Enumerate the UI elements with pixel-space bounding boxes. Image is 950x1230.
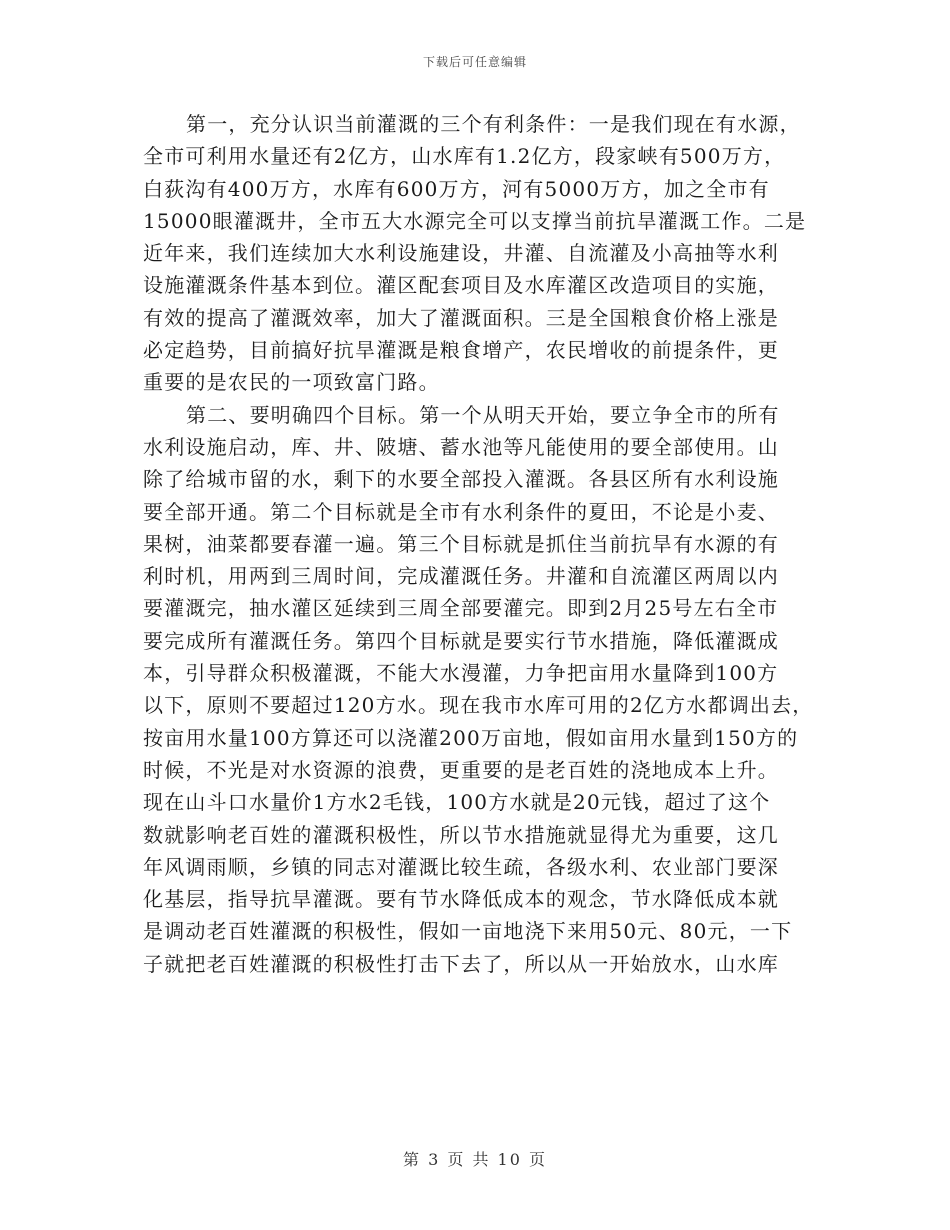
text-line: 果树，油菜都要春灌一遍。第三个目标就是抓住当前抗旱有水源的有 [143,531,779,556]
page-footer: 第 3 页 共 10 页 [403,1150,547,1169]
text-line: 现在山斗口水量价1方水2毛钱，100方水就是20元钱，超过了这个 [143,790,771,815]
text-line: 第一，充分认识当前灌溉的三个有利条件：一是我们现在有水源， [186,112,801,136]
text-line: 15000眼灌溉井，全市五大水源完全可以支撑当前抗旱灌溉工作。二是 [143,208,807,233]
text-line: 年风调雨顺，乡镇的同志对灌溉比较生疏，各级水利、农业部门要深 [143,854,779,879]
text-line: 要全部开通。第二个目标就是全市有水利条件的夏田，不论是小麦、 [143,499,779,524]
text-line: 时候，不光是对水资源的浪费，更重要的是老百姓的浇地成本上升。 [143,757,779,782]
text-line: 除了给城市留的水，剩下的水要全部投入灌溉。各县区所有水利设施 [143,467,779,492]
text-line: 重要的是农民的一项致富门路。 [143,370,440,395]
text-line: 水利设施启动，库、井、陂塘、蓄水池等凡能使用的要全部使用。山 [143,434,779,459]
text-line: 利时机，用两到三周时间，完成灌溉任务。井灌和自流灌区两周以内 [143,564,779,589]
text-line: 必定趋势，目前搞好抗旱灌溉是粮食增产，农民增收的前提条件，更 [143,338,779,363]
text-line: 是调动老百姓灌溉的积极性，假如一亩地浇下来用50元、80元，一下 [143,919,793,944]
text-line: 化基层，指导抗旱灌溉。要有节水降低成本的观念，节水降低成本就 [143,887,779,912]
text-line: 数就影响老百姓的灌溉积极性，所以节水措施就显得尤为重要，这几 [143,822,779,847]
text-line: 有效的提高了灌溉效率，加大了灌溉面积。三是全国粮食价格上涨是 [143,305,779,330]
text-line: 子就把老百姓灌溉的积极性打击下去了，所以从一开始放水，山水库 [143,951,779,976]
text-line: 白荻沟有400万方，水库有600万方，河有5000万方，加之全市有 [143,176,770,201]
text-line: 设施灌溉条件基本到位。灌区配套项目及水库灌区改造项目的实施， [143,273,779,298]
document-body [143,108,823,980]
text-line: 第二、要明确四个目标。第一个从明天开始，要立争全市的所有 [186,402,780,427]
text-line: 全市可利用水量还有2亿方，山水库有1.2亿方，段家峡有500万方， [143,144,786,169]
page-header: 下载后可任意编辑 [422,55,527,69]
text-line: 要完成所有灌溉任务。第四个目标就是要实行节水措施，降低灌溉成 [143,628,779,653]
text-line: 按亩用水量100方算还可以浇灌200万亩地，假如亩用水量到150方的 [143,725,799,750]
text-line: 要灌溉完，抽水灌区延续到三周全部要灌完。即到2月25号左右全市 [143,596,779,621]
text-line: 本，引导群众积极灌溉，不能大水漫灌，力争把亩用水量降到100方 [143,661,779,686]
text-line: 近年来，我们连续加大水利设施建设，井灌、自流灌及小高抽等水利 [143,241,779,266]
text-line: 以下，原则不要超过120方水。现在我市水库可用的2亿方水都调出去， [143,693,814,718]
